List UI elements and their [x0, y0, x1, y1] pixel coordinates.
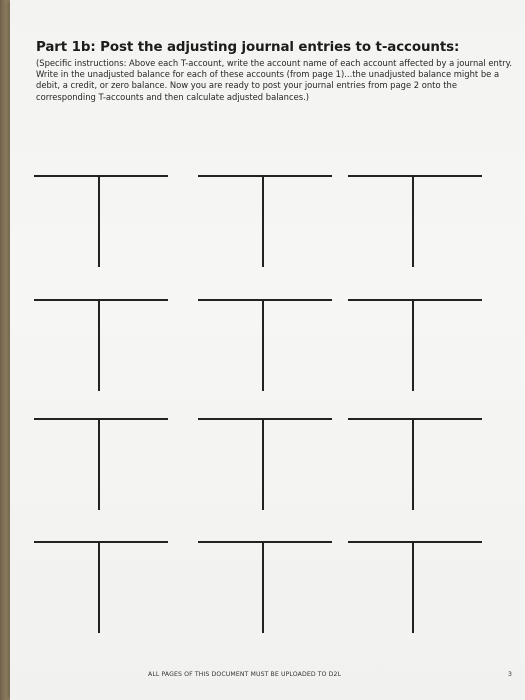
t-account-top-line [198, 175, 332, 177]
page-footer: ALL PAGES OF THIS DOCUMENT MUST BE UPLOADED TO D2L [148, 671, 342, 678]
t-account-stem [262, 177, 264, 267]
t-account-r3-c1 [34, 418, 168, 514]
t-account-top-line [348, 299, 482, 301]
page-number: 3 [508, 671, 512, 678]
t-account-r4-c2 [198, 541, 332, 637]
t-account-r1-c3 [348, 175, 482, 271]
instructions-text: (Specific instructions: Above each T-account, write the account name of each account affected by a journal entry. Write in the unadjusted balance for each of these accounts (from page 1)...the unadjusted balance might be a debit, a credit, or zero balance. Now you are ready to post your journal entries from page 2 onto the corresponding T-accounts and then calculate adjusted balances.) [36, 58, 512, 102]
t-account-r2-c3 [348, 299, 482, 395]
t-account-grid [10, 0, 525, 700]
t-account-stem [412, 420, 414, 510]
t-account-stem [98, 177, 100, 267]
t-account-stem [98, 543, 100, 633]
t-account-stem [262, 301, 264, 391]
t-account-stem [412, 543, 414, 633]
t-account-stem [98, 301, 100, 391]
t-account-r3-c2 [198, 418, 332, 514]
t-account-stem [262, 420, 264, 510]
t-account-top-line [34, 299, 168, 301]
t-account-top-line [348, 418, 482, 420]
t-account-r3-c3 [348, 418, 482, 514]
t-account-top-line [34, 541, 168, 543]
t-account-stem [412, 301, 414, 391]
t-account-top-line [348, 541, 482, 543]
page-heading: Part 1b: Post the adjusting journal entries to t-accounts: [36, 40, 460, 55]
t-account-stem [412, 177, 414, 267]
t-account-stem [262, 543, 264, 633]
t-account-top-line [198, 418, 332, 420]
worksheet-page [10, 0, 525, 700]
t-account-r2-c1 [34, 299, 168, 395]
t-account-top-line [348, 175, 482, 177]
t-account-top-line [34, 418, 168, 420]
t-account-r1-c2 [198, 175, 332, 271]
t-account-r2-c2 [198, 299, 332, 395]
t-account-top-line [198, 541, 332, 543]
t-account-r1-c1 [34, 175, 168, 271]
t-account-top-line [34, 175, 168, 177]
t-account-r4-c1 [34, 541, 168, 637]
t-account-r4-c3 [348, 541, 482, 637]
t-account-stem [98, 420, 100, 510]
t-account-top-line [198, 299, 332, 301]
